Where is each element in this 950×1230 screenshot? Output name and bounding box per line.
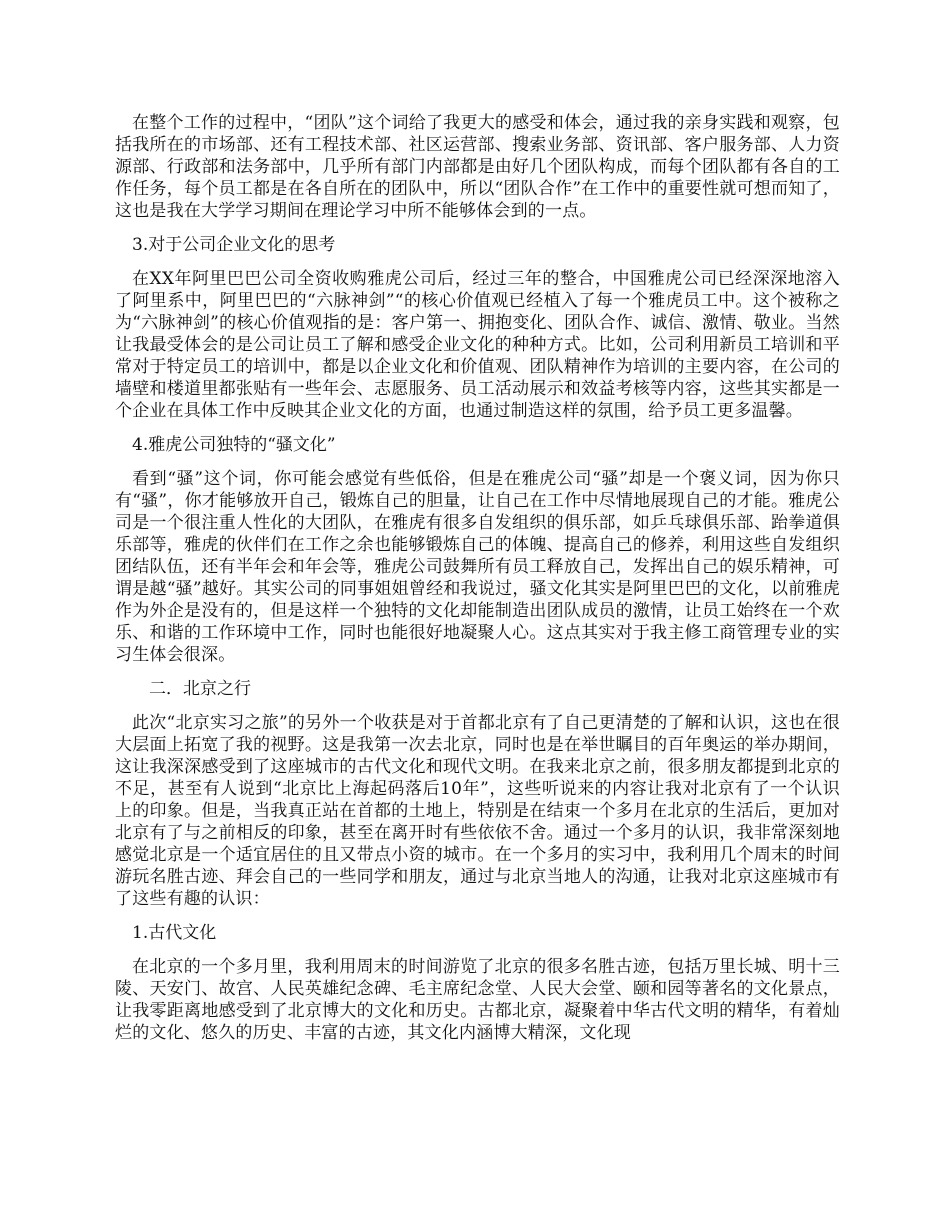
heading-beijing-trip: 二．北京之行 [149,679,251,699]
heading-sao-culture: 4.雅虎公司独特的“骚文化” [132,435,336,455]
paragraph-sao-culture: 看到“骚”这个词，你可能会感觉有些低俗，但是在雅虎公司“骚”却是一个褒义词，因为你只有“骚”，你才能够放开自己，锻炼自己的胆量，让自己在工作中尽情地展现自己的才能。雅虎公司是一个很注重人性化的大团队，在雅虎有很多自发组织的俱乐部，如乒乓球俱乐部、跆拳道俱乐部等，雅虎的伙伴们在工作之余也能够锻炼自己的体魄、提高自己的修养，利用这些自发组织团结队伍，还有半年会和年会等，雅虎公司鼓舞所有员工释放自己，发挥出自己的娱乐精神，可谓是越“骚”越好。其实公司的同事姐姐曾经和我说过，骚文化其实是阿里巴巴的文化，以前雅虎作为外企是没有的，但是这样一个独特的文化却能制造出团队成员的激情，让员工始终在一个欢乐、和谐的工作环境中工作，同时也能很好地凝聚人心。这点其实对于我主修工商管理专业的实习生体会很深。 [115,469,840,665]
paragraph-corporate-culture: 在XX年阿里巴巴公司全资收购雅虎公司后，经过三年的整合，中国雅虎公司已经深深地溶入了阿里系中，阿里巴巴的“六脉神剑”“的核心价值观已经植入了每一个雅虎员工中。这个被称之为“六脉神剑”的核心价值观指的是：客户第一、拥抱变化、团队合作、诚信、激情、敬业。当然让我最受体会的是公司让员工了解和感受企业文化的种种方式。比如，公司利用新员工培训和平常对于特定员工的培训中，都是以企业文化和价值观、团队精神作为培训的主要内容，在公司的墙壁和楼道里都张贴有一些年会、志愿服务、员工活动展示和效益考核等内容，这些其实都是一个企业在具体工作中反映其企业文化的方面，也通过制造这样的氛围，给予员工更多温馨。 [115,269,840,421]
document-page [115,112,840,1056]
heading-ancient-culture: 1.古代文化 [132,923,217,943]
paragraph-ancient-culture: 在北京的一个多月里，我利用周末的时间游览了北京的很多名胜古迹，包括万里长城、明十三陵、天安门、故宫、人民英雄纪念碑、毛主席纪念堂、人民大会堂、颐和园等著名的文化景点，让我零距离地感受到了北京博大的文化和历史。古都北京，凝聚着中华古代文明的精华，有着灿烂的文化、悠久的历史、丰富的古迹，其文化内涵博大精深，文化现 [115,957,840,1043]
paragraph-beijing-trip: 此次“北京实习之旅”的另外一个收获是对于首都北京有了自己更清楚的了解和认识，这也在很大层面上拓宽了我的视野。这是我第一次去北京，同时也是在举世瞩目的百年奥运的举办期间，这让我深深感受到了这座城市的古代文化和现代文明。在我来北京之前，很多朋友都提到北京的不足，甚至有人说到“北京比上海起码落后10年”，这些听说来的内容让我对北京有了一个认识上的印象。但是，当我真正站在首都的土地上，特别是在结束一个多月在北京的生活后，更加对北京有了与之前相反的印象，甚至在离开时有些依依不舍。通过一个多月的认识，我非常深刻地感觉北京是一个适宜居住的且又带点小资的城市。在一个多月的实习中，我利用几个周末的时间游玩名胜古迹、拜会自己的一些同学和朋友，通过与北京当地人的沟通，让我对北京这座城市有了这些有趣的认识： [115,713,840,909]
heading-corporate-culture: 3.对于公司企业文化的思考 [132,235,336,255]
paragraph-teamwork: 在整个工作的过程中，“团队”这个词给了我更大的感受和体会，通过我的亲身实践和观察，包括我所在的市场部、还有工程技术部、社区运营部、搜索业务部、资讯部、客户服务部、人力资源部、行政部和法务部中，几乎所有部门内部都是由好几个团队构成，而每个团队都有各自的工作任务，每个员工都是在各自所在的团队中，所以“团队合作”在工作中的重要性就可想而知了，这也是我在大学学习期间在理论学习中所不能够体会到的一点。 [115,113,840,221]
